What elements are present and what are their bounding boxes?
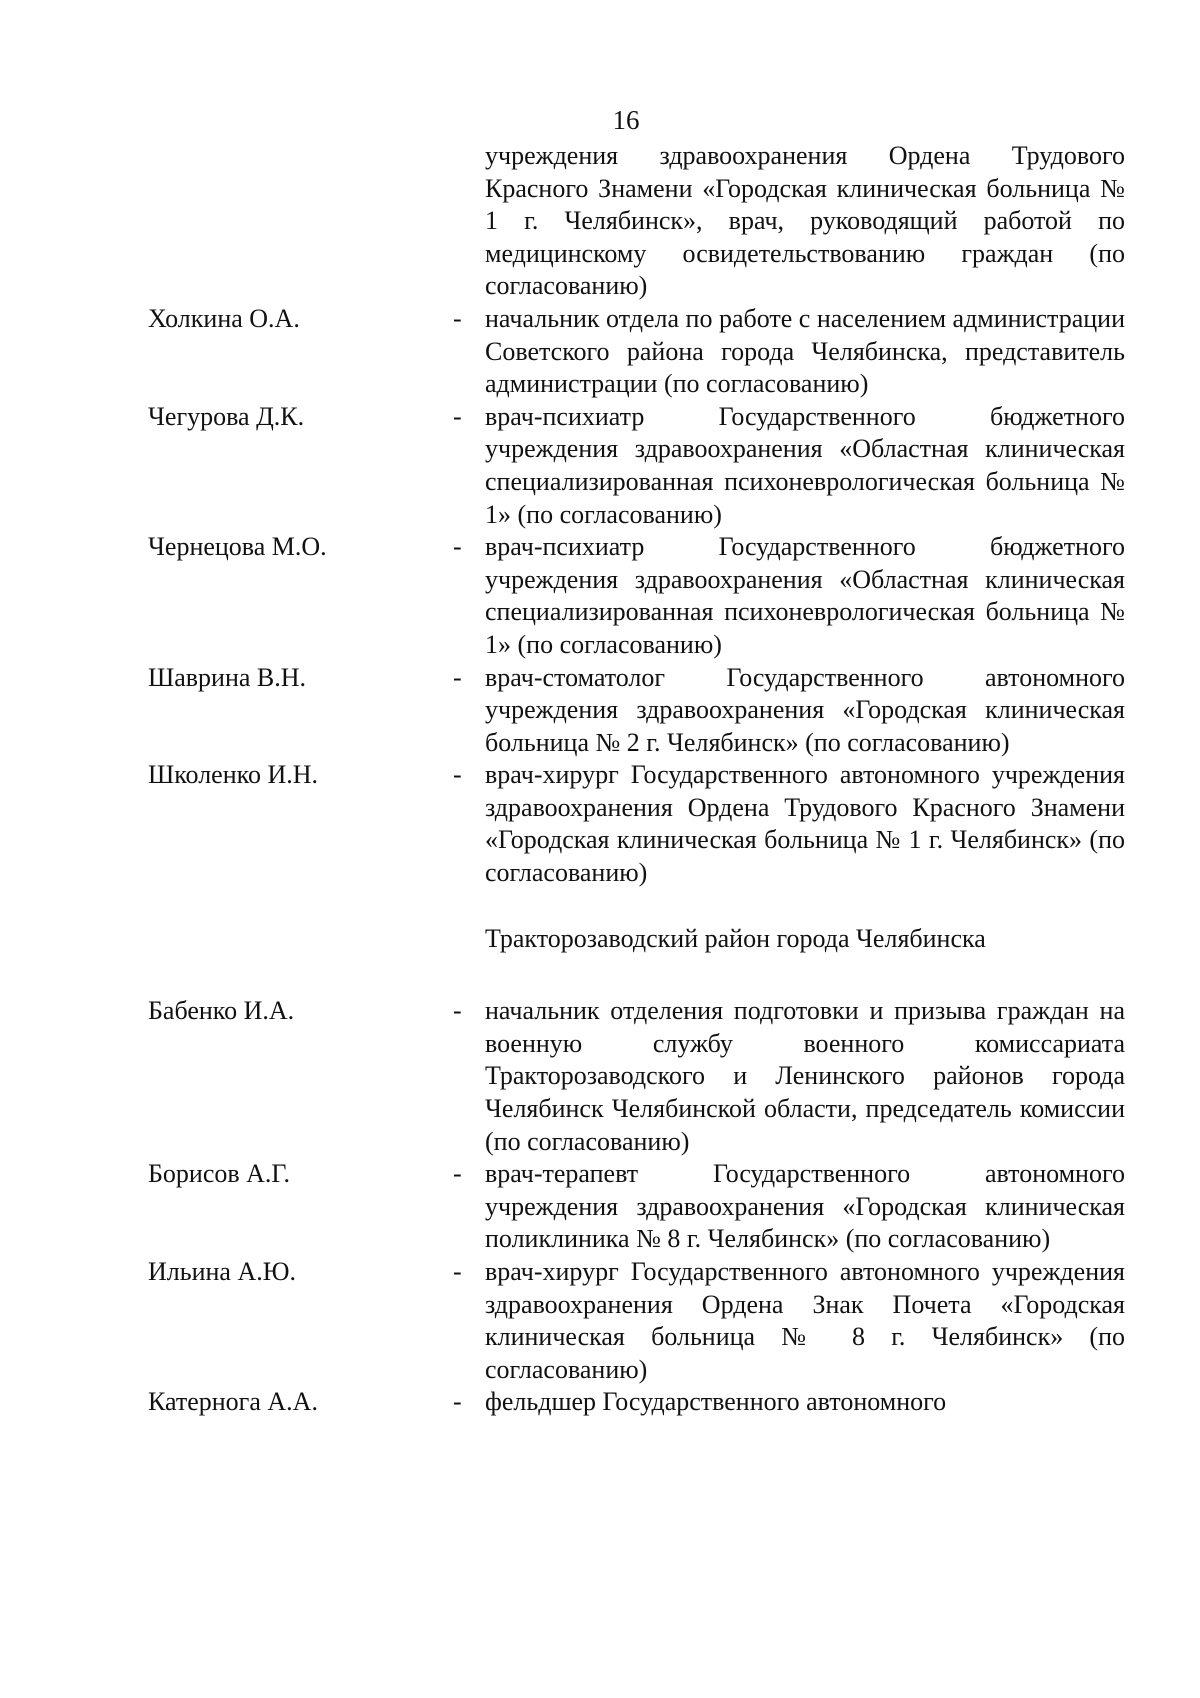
entry-list: [0, 303, 1200, 890]
member-name: Школенко И.Н.: [148, 760, 318, 790]
dash: -: [453, 1257, 462, 1286]
list-item: [0, 531, 1200, 661]
list-item: [0, 1158, 1200, 1256]
page-number: 16: [612, 105, 640, 135]
dash: -: [453, 996, 462, 1026]
list-item: [0, 662, 1200, 760]
dash: -: [453, 401, 462, 431]
list-item: [0, 995, 1200, 1158]
member-position: врач-стоматолог Государственного автономного учреждения здравоохранения «Городская клиническая больница № 2 г. Челябинск» (по согласованию): [485, 662, 1125, 757]
member-position: врач-терапевт Государственного автономного учреждения здравоохранения «Городская клиническая поликлиника № 8 г. Челябинск» (по согласованию): [485, 1159, 1125, 1254]
member-name: Бабенко И.А.: [148, 996, 295, 1026]
member-name: Холкина О.А.: [148, 303, 300, 333]
list-item: [0, 1256, 1200, 1386]
list-item: [0, 1386, 1200, 1419]
member-position: фельдшер Государственного автономного: [485, 1387, 947, 1417]
member-position: врач-хирург Государственного автономного учреждения здравоохранения Ордена Знак Почета «Городская клиническая больница № 8 г. Челябинск» (по согласованию): [485, 1257, 1125, 1384]
member-name: Чернецова М.О.: [148, 532, 327, 562]
member-position: начальник отдела по работе с населением администрации Советского района города Челябинска, представитель администрации (по согласованию): [485, 303, 1125, 399]
member-position: начальник отделения подготовки и призыва граждан на военную службу военного комиссариата Тракторозаводского и Ленинского районов города Челябинск Челябинской области, председатель комиссии (по согласованию): [485, 996, 1125, 1156]
dash: -: [453, 760, 462, 790]
dash: -: [453, 532, 462, 562]
member-name: Шаврина В.Н.: [148, 662, 307, 692]
member-position: врач-хирург Государственного автономного учреждения здравоохранения Ордена Трудового Красного Знамени «Городская клиническая больница № 1 г. Челябинск» (по согласованию): [485, 760, 1125, 888]
list-item: [0, 303, 1200, 401]
dash: -: [453, 662, 462, 692]
member-name: Катернога А.А.: [148, 1387, 318, 1417]
list-item: [0, 759, 1200, 889]
member-name: Борисов А.Г.: [148, 1159, 291, 1189]
section-heading: Тракторозаводский район города Челябинска: [485, 923, 986, 953]
entry-list: [0, 995, 1200, 1419]
continuation-text: учреждения здравоохранения Ордена Трудового Красного Знамени «Городская клиническая больница № 1 г. Челябинск», врач, руководящий работой по медицинскому освидетельствованию граждан (по согласованию): [485, 141, 1125, 301]
member-name: Ильина А.Ю.: [148, 1257, 296, 1286]
dash: -: [453, 1387, 462, 1417]
commission-list: [0, 140, 1200, 1419]
list-item: [0, 401, 1200, 531]
dash: -: [453, 1159, 462, 1189]
member-name: Чегурова Д.К.: [148, 401, 305, 431]
member-position: врач-психиатр Государственного бюджетного учреждения здравоохранения «Областная клиническая специализированная психоневрологическая больница № 1» (по согласованию): [485, 401, 1125, 529]
dash: -: [453, 303, 462, 333]
member-position: врач-психиатр Государственного бюджетного учреждения здравоохранения «Областная клиническая специализированная психоневрологическая больница № 1» (по согласованию): [485, 532, 1125, 659]
